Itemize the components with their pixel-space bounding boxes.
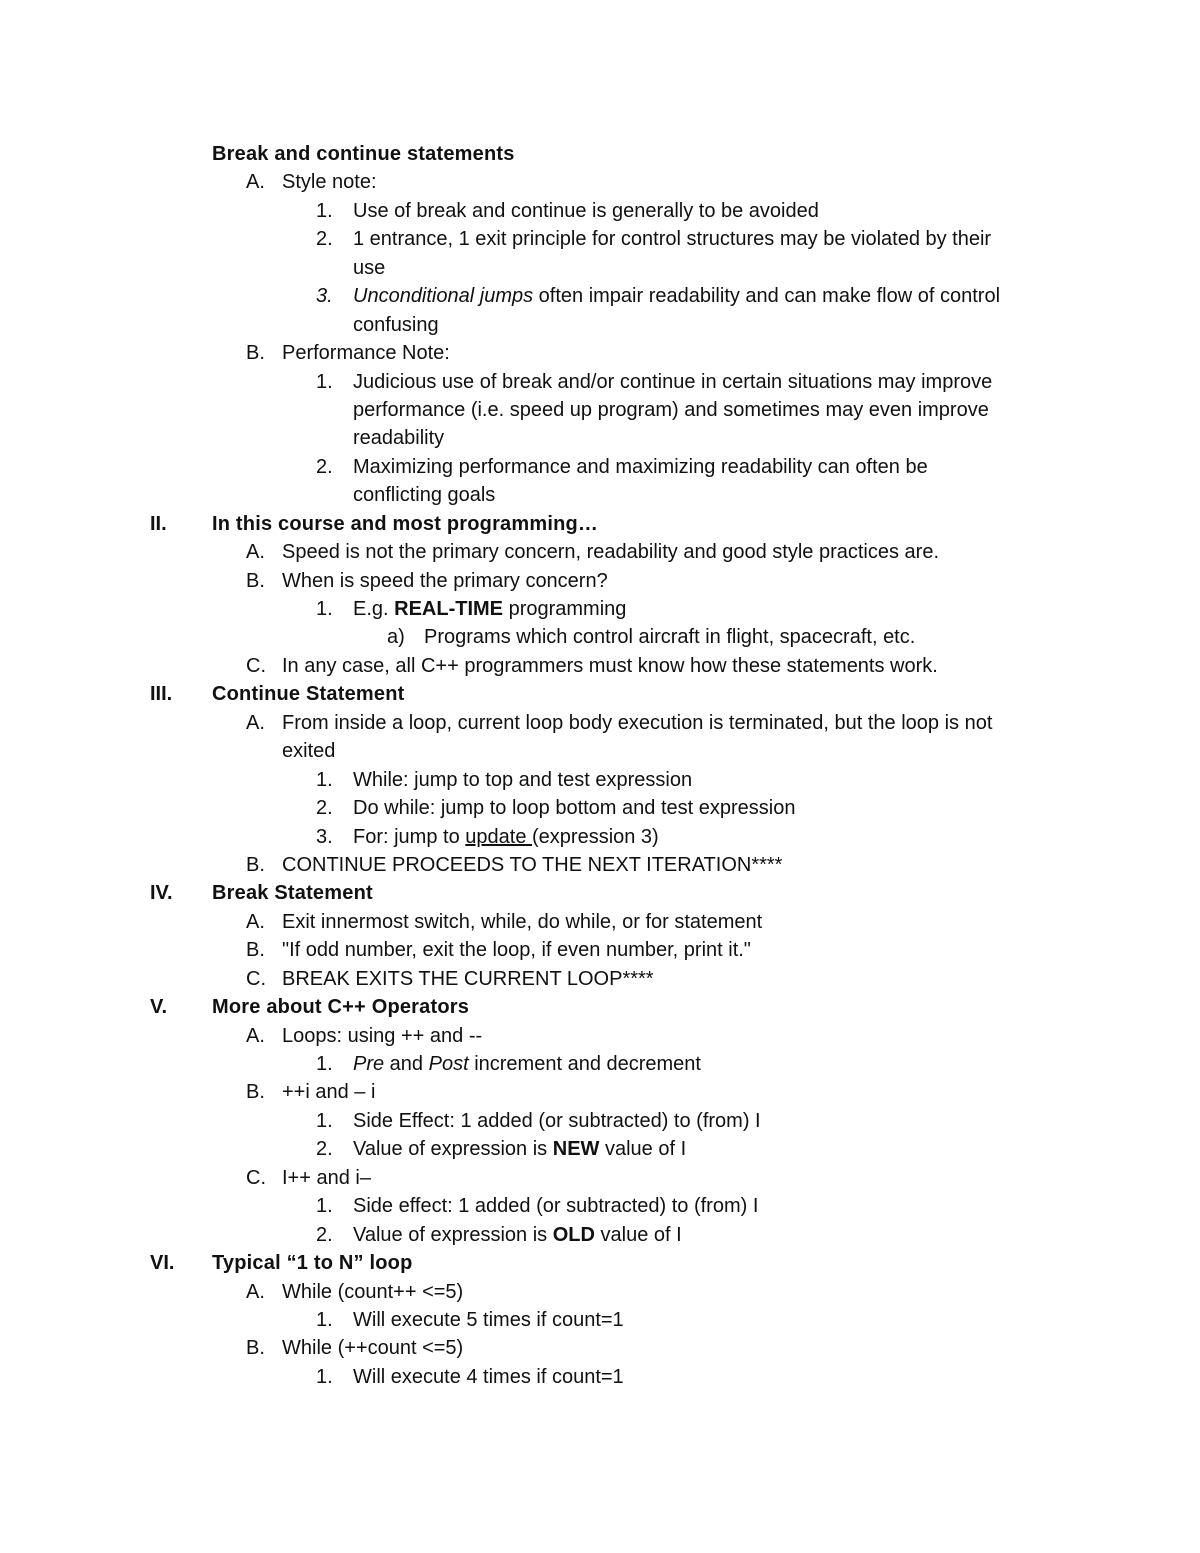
item-text: From inside a loop, current loop body execution is terminated, but the loop is not (282, 711, 993, 734)
item-label: C. (246, 1166, 266, 1189)
outline-item (0, 1022, 1200, 1050)
outline-item (0, 567, 1200, 595)
section-heading: Break and continue statements (212, 143, 515, 165)
item-label: B. (246, 342, 265, 365)
subitem-text-part: (expression 3) (532, 825, 659, 848)
outline-subitem (0, 1050, 1200, 1078)
subitem-label: 1. (316, 199, 333, 222)
outline-subitem (0, 1135, 1200, 1163)
subitem-text-part: Judicious use of break and/or continue in certain situations may improve (353, 370, 993, 393)
subitem-text-part: often impair readability and can make flow of control (533, 285, 1001, 308)
section-heading-line (0, 140, 1200, 168)
item-label: A. (246, 1024, 265, 1047)
subitem-text-continued: use (353, 256, 386, 279)
subitem-label: 1. (316, 598, 333, 620)
outline-item (0, 1078, 1200, 1106)
outline-subitem (0, 794, 1200, 822)
subitem-text-part: Value of expression is (353, 1223, 553, 1246)
subitem-text (353, 1135, 686, 1163)
item-label: C. (246, 654, 266, 677)
subitem-text-part: OLD (552, 1223, 595, 1246)
item-text: Exit innermost switch, while, do while, or for statement (282, 910, 763, 933)
subitem-continuation (0, 311, 1200, 339)
item-text: In any case, all C++ programmers must know how these statements work. (282, 654, 938, 677)
subitem-text-part: Pre (353, 1053, 385, 1075)
outline-item (0, 168, 1200, 196)
subitem-text-part: increment and decrement (468, 1053, 701, 1075)
subitem-label: 2. (316, 1138, 333, 1161)
subitem-label: 1. (316, 768, 333, 791)
outline-subitem (0, 282, 1200, 310)
outline-subitem (0, 823, 1200, 851)
subitem-label: 2. (316, 1223, 333, 1246)
subitem-text (353, 1050, 701, 1078)
subitem-text (353, 225, 991, 253)
subitem-text-part: Unconditional jumps (353, 285, 534, 308)
subitem-text (353, 823, 659, 851)
subitem-text-part: Post (428, 1053, 469, 1075)
item-label: B. (246, 853, 265, 876)
subitem-text-part: Side effect: 1 added (or subtracted) to (from) I (353, 1195, 759, 1218)
section-heading-line (0, 993, 1200, 1021)
subitem-text (353, 1363, 624, 1391)
subsubitem-label: a) (387, 626, 405, 649)
subitem-text-part: and (384, 1053, 429, 1075)
subitem-text (353, 368, 992, 396)
subitem-label: 2. (316, 455, 333, 478)
subitem-continuation (0, 424, 1200, 452)
item-text: "If odd number, exit the loop, if even number, print it." (282, 939, 751, 962)
outline-item (0, 936, 1200, 964)
outline-item (0, 1164, 1200, 1192)
subitem-text-part: Will execute 5 times if count=1 (353, 1308, 624, 1331)
subitem-text-part: Will execute 4 times if count=1 (353, 1365, 624, 1388)
subsubitem-text: Programs which control aircraft in flight, spacecraft, etc. (424, 626, 916, 649)
outline-subitem (0, 368, 1200, 396)
subitem-text-part: Use of break and continue is generally to be avoided (353, 199, 819, 222)
subitem-text (353, 595, 626, 623)
subitem-text-part: value of I (594, 1223, 682, 1246)
section-heading-line (0, 510, 1200, 538)
outline-subsubitem (0, 623, 1200, 651)
subitem-label: 3. (316, 825, 333, 848)
outline-item (0, 851, 1200, 879)
subitem-label: 1. (316, 1365, 333, 1388)
outline-subitem (0, 225, 1200, 253)
outline-document (0, 140, 1200, 1391)
outline-item (0, 965, 1200, 993)
subitem-text (353, 197, 819, 225)
subitem-text-part: While: jump to top and test expression (353, 768, 693, 791)
section-numeral: II. (150, 512, 167, 535)
subitem-continuation (0, 396, 1200, 424)
section-heading: Break Statement (212, 882, 373, 905)
section-numeral: IV. (150, 882, 173, 905)
subitem-label: 3. (316, 285, 333, 308)
item-label: B. (246, 939, 265, 962)
subitem-label: 1. (316, 1053, 333, 1075)
item-text: Style note: (282, 171, 377, 194)
subitem-text (353, 1107, 761, 1135)
item-label: A. (246, 711, 265, 734)
subitem-text-part: value of I (599, 1138, 687, 1161)
subitem-label: 1. (316, 1308, 333, 1331)
item-text: BREAK EXITS THE CURRENT LOOP**** (282, 967, 654, 990)
subitem-text-part: 1 entrance, 1 exit principle for control structures may be violated by their (353, 228, 992, 251)
subitem-text (353, 282, 1000, 310)
outline-subitem (0, 766, 1200, 794)
item-label: A. (246, 1280, 265, 1303)
section-numeral: V. (150, 996, 168, 1019)
subitem-text-continued: conflicting goals (353, 484, 496, 507)
item-label: C. (246, 967, 266, 990)
subitem-text (353, 1192, 758, 1220)
item-label: B. (246, 569, 265, 592)
section-heading: Continue Statement (212, 683, 405, 706)
item-text: Loops: using ++ and -- (282, 1024, 483, 1047)
subitem-continuation (0, 481, 1200, 509)
outline-item (0, 1334, 1200, 1362)
section-heading-line (0, 879, 1200, 907)
section-numeral: III. (150, 683, 173, 706)
outline-subitem (0, 1192, 1200, 1220)
outline-subitem (0, 453, 1200, 481)
subitem-text-part: Do while: jump to loop bottom and test expression (353, 797, 796, 820)
section-heading-line (0, 1249, 1200, 1277)
section-heading: More about C++ Operators (212, 996, 470, 1019)
outline-item (0, 908, 1200, 936)
subitem-text-part: Maximizing performance and maximizing readability can often be (353, 455, 928, 478)
item-continuation (0, 737, 1200, 765)
item-text: CONTINUE PROCEEDS TO THE NEXT ITERATION**** (282, 853, 783, 876)
subitem-label: 2. (316, 228, 333, 251)
item-text: Speed is not the primary concern, readability and good style practices are. (282, 541, 940, 564)
item-text-continued: exited (282, 740, 336, 763)
item-text: When is speed the primary concern? (282, 569, 608, 592)
outline-item (0, 709, 1200, 737)
item-text: While (count++ <=5) (282, 1280, 464, 1303)
subitem-continuation (0, 254, 1200, 282)
subitem-text-part: E.g. (353, 598, 395, 620)
subitem-label: 1. (316, 1109, 333, 1132)
item-text: ++i and – i (282, 1081, 376, 1104)
section-heading: Typical “1 to N” loop (212, 1252, 413, 1275)
item-label: A. (246, 910, 265, 933)
subitem-text-continued: readability (353, 427, 445, 450)
item-label: B. (246, 1081, 265, 1104)
item-label: B. (246, 1337, 265, 1360)
subitem-text (353, 766, 692, 794)
outline-item (0, 538, 1200, 566)
outline-subitem (0, 1363, 1200, 1391)
item-label: A. (246, 541, 265, 564)
subitem-text (353, 1221, 682, 1249)
subitem-text-part: Value of expression is (353, 1138, 553, 1161)
item-text: I++ and i– (282, 1166, 371, 1189)
outline-subitem (0, 197, 1200, 225)
subitem-text-part: Side Effect: 1 added (or subtracted) to (from) I (353, 1109, 761, 1132)
subitem-text-continued: performance (i.e. speed up program) and sometimes may even improve (353, 398, 989, 421)
subitem-text-part: For: jump to (353, 825, 466, 848)
outline-subitem (0, 1306, 1200, 1334)
outline-subitem (0, 595, 1200, 623)
subitem-text (353, 453, 928, 481)
item-label: A. (246, 171, 265, 194)
item-text: While (++count <=5) (282, 1337, 464, 1360)
subitem-text-part: REAL-TIME (394, 598, 504, 620)
subitem-text-part: programming (503, 598, 627, 620)
subitem-label: 1. (316, 1195, 333, 1218)
outline-subitem (0, 1107, 1200, 1135)
subitem-label: 1. (316, 370, 333, 393)
subitem-label: 2. (316, 797, 333, 820)
subitem-text (353, 1306, 624, 1334)
section-heading: In this course and most programming… (212, 512, 599, 535)
section-heading-line (0, 680, 1200, 708)
outline-item (0, 1278, 1200, 1306)
subitem-text-part: update (465, 825, 532, 848)
outline-item (0, 652, 1200, 680)
outline-item (0, 339, 1200, 367)
subitem-text-part: NEW (552, 1138, 600, 1161)
subitem-text-continued: confusing (353, 313, 439, 336)
section-numeral: VI. (150, 1252, 175, 1275)
subitem-text (353, 794, 795, 822)
outline-subitem (0, 1221, 1200, 1249)
item-text: Performance Note: (282, 342, 450, 365)
